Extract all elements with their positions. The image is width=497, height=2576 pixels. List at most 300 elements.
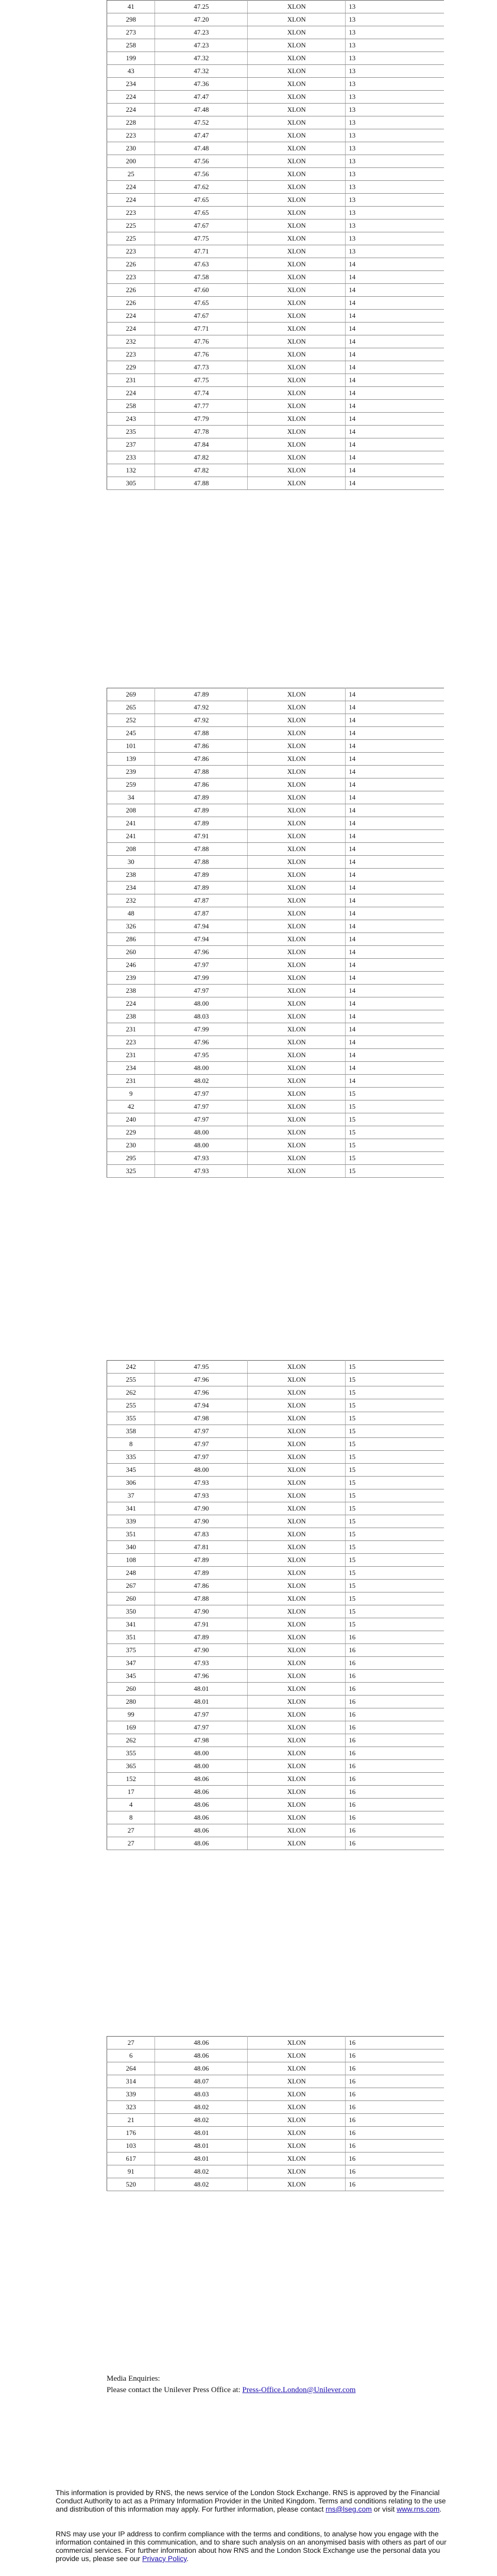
volume-cell: 99 bbox=[107, 1708, 155, 1721]
price-cell: 48.03 bbox=[155, 2088, 248, 2101]
volume-cell: 355 bbox=[107, 1747, 155, 1760]
price-cell: 48.01 bbox=[155, 2127, 248, 2140]
time-cell: 15 bbox=[346, 1412, 444, 1425]
press-office-email-link[interactable]: Press-Office.London@Unilever.com bbox=[242, 2386, 356, 2394]
venue-cell: XLON bbox=[248, 1139, 346, 1152]
time-cell: 14 bbox=[346, 920, 444, 933]
time-cell: 15 bbox=[346, 1502, 444, 1515]
venue-cell: XLON bbox=[248, 1618, 346, 1631]
table-row bbox=[107, 2140, 444, 2153]
volume-cell: 223 bbox=[107, 348, 155, 361]
venue-cell: XLON bbox=[248, 1657, 346, 1670]
venue-cell: XLON bbox=[248, 1760, 346, 1773]
table-row bbox=[107, 946, 444, 959]
venue-cell: XLON bbox=[248, 1126, 346, 1139]
price-cell: 47.97 bbox=[155, 985, 248, 997]
price-cell: 48.00 bbox=[155, 1062, 248, 1075]
time-cell: 15 bbox=[346, 1374, 444, 1386]
price-cell: 48.02 bbox=[155, 2165, 248, 2178]
time-cell: 14 bbox=[346, 778, 444, 791]
volume-cell: 341 bbox=[107, 1502, 155, 1515]
volume-cell: 260 bbox=[107, 1683, 155, 1696]
table-row bbox=[107, 727, 444, 740]
volume-cell: 234 bbox=[107, 1062, 155, 1075]
price-cell: 47.74 bbox=[155, 387, 248, 400]
time-cell: 16 bbox=[346, 2178, 444, 2191]
time-cell: 15 bbox=[346, 1567, 444, 1580]
volume-cell: 17 bbox=[107, 1786, 155, 1799]
table-row bbox=[107, 766, 444, 778]
price-cell: 47.56 bbox=[155, 168, 248, 181]
price-cell: 47.97 bbox=[155, 959, 248, 972]
time-cell: 14 bbox=[346, 1075, 444, 1088]
volume-cell: 298 bbox=[107, 13, 155, 26]
time-cell: 15 bbox=[346, 1386, 444, 1399]
table-row bbox=[107, 413, 444, 426]
venue-cell: XLON bbox=[248, 271, 346, 284]
venue-cell: XLON bbox=[248, 894, 346, 907]
rns-website-link[interactable]: www.rns.com bbox=[397, 2505, 440, 2513]
venue-cell: XLON bbox=[248, 1152, 346, 1165]
venue-cell: XLON bbox=[248, 2101, 346, 2114]
rns-email-link[interactable]: rns@lseg.com bbox=[325, 2505, 372, 2513]
time-cell: 15 bbox=[346, 1489, 444, 1502]
price-cell: 47.90 bbox=[155, 1515, 248, 1528]
table-row bbox=[107, 1644, 444, 1657]
venue-cell: XLON bbox=[248, 1361, 346, 1374]
price-cell: 47.97 bbox=[155, 1721, 248, 1734]
price-cell: 47.65 bbox=[155, 194, 248, 207]
time-cell: 14 bbox=[346, 1023, 444, 1036]
table-row bbox=[107, 451, 444, 464]
volume-cell: 224 bbox=[107, 387, 155, 400]
price-cell: 47.92 bbox=[155, 701, 248, 714]
venue-cell: XLON bbox=[248, 104, 346, 116]
venue-cell: XLON bbox=[248, 2062, 346, 2075]
venue-cell: XLON bbox=[248, 1528, 346, 1541]
time-cell: 14 bbox=[346, 361, 444, 374]
time-cell: 14 bbox=[346, 972, 444, 985]
table-row bbox=[107, 464, 444, 477]
volume-cell: 239 bbox=[107, 766, 155, 778]
table-row bbox=[107, 1824, 444, 1837]
time-cell: 14 bbox=[346, 335, 444, 348]
venue-cell: XLON bbox=[248, 869, 346, 882]
time-cell: 16 bbox=[346, 1799, 444, 1811]
volume-cell: 246 bbox=[107, 959, 155, 972]
venue-cell: XLON bbox=[248, 310, 346, 323]
privacy-policy-link[interactable]: Privacy Policy bbox=[142, 2554, 187, 2563]
table-row bbox=[107, 219, 444, 232]
venue-cell: XLON bbox=[248, 817, 346, 830]
volume-cell: 341 bbox=[107, 1618, 155, 1631]
venue-cell: XLON bbox=[248, 688, 346, 701]
price-cell: 47.95 bbox=[155, 1049, 248, 1062]
price-cell: 47.20 bbox=[155, 13, 248, 26]
time-cell: 16 bbox=[346, 2165, 444, 2178]
time-cell: 15 bbox=[346, 1580, 444, 1592]
time-cell: 15 bbox=[346, 1399, 444, 1412]
time-cell: 16 bbox=[346, 2049, 444, 2062]
venue-cell: XLON bbox=[248, 1554, 346, 1567]
volume-cell: 245 bbox=[107, 727, 155, 740]
time-cell: 13 bbox=[346, 219, 444, 232]
volume-cell: 255 bbox=[107, 1374, 155, 1386]
table-row bbox=[107, 894, 444, 907]
table-row bbox=[107, 104, 444, 116]
volume-cell: 262 bbox=[107, 1734, 155, 1747]
time-cell: 14 bbox=[346, 310, 444, 323]
venue-cell: XLON bbox=[248, 116, 346, 129]
table-row bbox=[107, 1464, 444, 1477]
price-cell: 47.96 bbox=[155, 946, 248, 959]
transactions-table bbox=[107, 1360, 444, 1850]
volume-cell: 260 bbox=[107, 946, 155, 959]
table-row bbox=[107, 1477, 444, 1489]
price-cell: 47.93 bbox=[155, 1165, 248, 1178]
volume-cell: 323 bbox=[107, 2101, 155, 2114]
price-cell: 47.93 bbox=[155, 1657, 248, 1670]
volume-cell: 226 bbox=[107, 284, 155, 297]
volume-cell: 48 bbox=[107, 907, 155, 920]
table-row bbox=[107, 1528, 444, 1541]
table-row bbox=[107, 1837, 444, 1850]
time-cell: 16 bbox=[346, 1644, 444, 1657]
price-cell: 48.02 bbox=[155, 2114, 248, 2127]
price-cell: 47.88 bbox=[155, 856, 248, 869]
volume-cell: 238 bbox=[107, 1010, 155, 1023]
price-cell: 47.76 bbox=[155, 348, 248, 361]
time-cell: 16 bbox=[346, 2127, 444, 2140]
volume-cell: 27 bbox=[107, 2037, 155, 2049]
venue-cell: XLON bbox=[248, 323, 346, 335]
venue-cell: XLON bbox=[248, 1062, 346, 1075]
volume-cell: 325 bbox=[107, 1165, 155, 1178]
table-row bbox=[107, 1708, 444, 1721]
rns-privacy-notice bbox=[56, 2530, 447, 2563]
price-cell: 47.90 bbox=[155, 1644, 248, 1657]
price-cell: 48.06 bbox=[155, 1799, 248, 1811]
time-cell: 15 bbox=[346, 1515, 444, 1528]
price-cell: 47.47 bbox=[155, 91, 248, 104]
table-row bbox=[107, 1438, 444, 1451]
table-row bbox=[107, 1036, 444, 1049]
venue-cell: XLON bbox=[248, 400, 346, 413]
time-cell: 16 bbox=[346, 1683, 444, 1696]
time-cell: 16 bbox=[346, 1657, 444, 1670]
volume-cell: 224 bbox=[107, 104, 155, 116]
price-cell: 47.32 bbox=[155, 52, 248, 65]
table-row bbox=[107, 1075, 444, 1088]
price-cell: 48.00 bbox=[155, 997, 248, 1010]
venue-cell: XLON bbox=[248, 933, 346, 946]
price-cell: 48.02 bbox=[155, 2101, 248, 2114]
venue-cell: XLON bbox=[248, 778, 346, 791]
price-cell: 47.87 bbox=[155, 907, 248, 920]
volume-cell: 235 bbox=[107, 426, 155, 438]
table-row bbox=[107, 284, 444, 297]
venue-cell: XLON bbox=[248, 1438, 346, 1451]
time-cell: 14 bbox=[346, 843, 444, 856]
transactions-table bbox=[107, 0, 444, 490]
time-cell: 13 bbox=[346, 91, 444, 104]
venue-cell: XLON bbox=[248, 155, 346, 168]
venue-cell: XLON bbox=[248, 1113, 346, 1126]
venue-cell: XLON bbox=[248, 1747, 346, 1760]
price-cell: 47.89 bbox=[155, 1631, 248, 1644]
venue-cell: XLON bbox=[248, 1605, 346, 1618]
table-row bbox=[107, 26, 444, 39]
volume-cell: 239 bbox=[107, 972, 155, 985]
table-row bbox=[107, 1657, 444, 1670]
table-row bbox=[107, 91, 444, 104]
price-cell: 47.88 bbox=[155, 766, 248, 778]
venue-cell: XLON bbox=[248, 1837, 346, 1850]
table-row bbox=[107, 1386, 444, 1399]
venue-cell: XLON bbox=[248, 920, 346, 933]
table-row bbox=[107, 1799, 444, 1811]
venue-cell: XLON bbox=[248, 142, 346, 155]
time-cell: 16 bbox=[346, 1670, 444, 1683]
venue-cell: XLON bbox=[248, 78, 346, 91]
table-row bbox=[107, 2075, 444, 2088]
volume-cell: 132 bbox=[107, 464, 155, 477]
volume-cell: 225 bbox=[107, 219, 155, 232]
price-cell: 48.06 bbox=[155, 2049, 248, 2062]
volume-cell: 223 bbox=[107, 207, 155, 219]
price-cell: 47.67 bbox=[155, 219, 248, 232]
time-cell: 16 bbox=[346, 2101, 444, 2114]
venue-cell: XLON bbox=[248, 1721, 346, 1734]
table-row bbox=[107, 116, 444, 129]
volume-cell: 350 bbox=[107, 1605, 155, 1618]
time-cell: 14 bbox=[346, 766, 444, 778]
volume-cell: 234 bbox=[107, 78, 155, 91]
volume-cell: 347 bbox=[107, 1657, 155, 1670]
venue-cell: XLON bbox=[248, 843, 346, 856]
media-contact-text: Please contact the Unilever Press Office at: bbox=[107, 2386, 241, 2394]
venue-cell: XLON bbox=[248, 791, 346, 804]
volume-cell: 226 bbox=[107, 297, 155, 310]
venue-cell: XLON bbox=[248, 1696, 346, 1708]
table-row bbox=[107, 361, 444, 374]
volume-cell: 231 bbox=[107, 374, 155, 387]
table-row bbox=[107, 1088, 444, 1100]
time-cell: 15 bbox=[346, 1425, 444, 1438]
time-cell: 14 bbox=[346, 451, 444, 464]
time-cell: 13 bbox=[346, 26, 444, 39]
price-cell: 47.73 bbox=[155, 361, 248, 374]
table-row bbox=[107, 882, 444, 894]
volume-cell: 228 bbox=[107, 116, 155, 129]
volume-cell: 230 bbox=[107, 142, 155, 155]
table-row bbox=[107, 400, 444, 413]
time-cell: 15 bbox=[346, 1100, 444, 1113]
volume-cell: 238 bbox=[107, 985, 155, 997]
price-cell: 48.07 bbox=[155, 2075, 248, 2088]
table-row bbox=[107, 271, 444, 284]
table-row bbox=[107, 310, 444, 323]
venue-cell: XLON bbox=[248, 464, 346, 477]
time-cell: 13 bbox=[346, 181, 444, 194]
table-row bbox=[107, 52, 444, 65]
table-row bbox=[107, 1412, 444, 1425]
price-cell: 48.06 bbox=[155, 2062, 248, 2075]
venue-cell: XLON bbox=[248, 2153, 346, 2165]
time-cell: 15 bbox=[346, 1592, 444, 1605]
volume-cell: 241 bbox=[107, 830, 155, 843]
time-cell: 16 bbox=[346, 2075, 444, 2088]
table-row bbox=[107, 426, 444, 438]
price-cell: 47.89 bbox=[155, 882, 248, 894]
price-cell: 48.00 bbox=[155, 1126, 248, 1139]
time-cell: 14 bbox=[346, 688, 444, 701]
venue-cell: XLON bbox=[248, 1773, 346, 1786]
price-cell: 48.00 bbox=[155, 1760, 248, 1773]
time-cell: 14 bbox=[346, 413, 444, 426]
price-cell: 48.01 bbox=[155, 2153, 248, 2165]
price-cell: 47.75 bbox=[155, 232, 248, 245]
rns-text-1b: or visit bbox=[371, 2505, 397, 2513]
volume-cell: 305 bbox=[107, 477, 155, 490]
venue-cell: XLON bbox=[248, 1374, 346, 1386]
table-row bbox=[107, 2153, 444, 2165]
volume-cell: 238 bbox=[107, 869, 155, 882]
volume-cell: 223 bbox=[107, 1036, 155, 1049]
price-cell: 47.23 bbox=[155, 26, 248, 39]
time-cell: 14 bbox=[346, 791, 444, 804]
table-row bbox=[107, 1618, 444, 1631]
price-cell: 47.90 bbox=[155, 1605, 248, 1618]
time-cell: 14 bbox=[346, 1062, 444, 1075]
table-row bbox=[107, 1760, 444, 1773]
time-cell: 14 bbox=[346, 464, 444, 477]
time-cell: 14 bbox=[346, 387, 444, 400]
venue-cell: XLON bbox=[248, 335, 346, 348]
time-cell: 14 bbox=[346, 271, 444, 284]
time-cell: 16 bbox=[346, 2153, 444, 2165]
time-cell: 15 bbox=[346, 1477, 444, 1489]
venue-cell: XLON bbox=[248, 727, 346, 740]
table-row bbox=[107, 245, 444, 258]
time-cell: 14 bbox=[346, 869, 444, 882]
venue-cell: XLON bbox=[248, 1683, 346, 1696]
volume-cell: 34 bbox=[107, 791, 155, 804]
venue-cell: XLON bbox=[248, 2178, 346, 2191]
venue-cell: XLON bbox=[248, 297, 346, 310]
price-cell: 48.00 bbox=[155, 1139, 248, 1152]
volume-cell: 269 bbox=[107, 688, 155, 701]
venue-cell: XLON bbox=[248, 2049, 346, 2062]
price-cell: 47.23 bbox=[155, 39, 248, 52]
table-row bbox=[107, 438, 444, 451]
price-cell: 47.47 bbox=[155, 129, 248, 142]
volume-cell: 232 bbox=[107, 335, 155, 348]
table-row bbox=[107, 753, 444, 766]
venue-cell: XLON bbox=[248, 129, 346, 142]
price-cell: 47.71 bbox=[155, 245, 248, 258]
table-row bbox=[107, 1165, 444, 1178]
time-cell: 15 bbox=[346, 1528, 444, 1541]
venue-cell: XLON bbox=[248, 753, 346, 766]
table-row bbox=[107, 13, 444, 26]
volume-cell: 37 bbox=[107, 1489, 155, 1502]
price-cell: 47.93 bbox=[155, 1489, 248, 1502]
price-cell: 47.82 bbox=[155, 464, 248, 477]
price-cell: 47.87 bbox=[155, 894, 248, 907]
volume-cell: 365 bbox=[107, 1760, 155, 1773]
volume-cell: 101 bbox=[107, 740, 155, 753]
time-cell: 16 bbox=[346, 1786, 444, 1799]
venue-cell: XLON bbox=[248, 451, 346, 464]
venue-cell: XLON bbox=[248, 2165, 346, 2178]
table-row bbox=[107, 387, 444, 400]
venue-cell: XLON bbox=[248, 907, 346, 920]
venue-cell: XLON bbox=[248, 258, 346, 271]
venue-cell: XLON bbox=[248, 65, 346, 78]
media-contact bbox=[107, 2384, 356, 2396]
volume-cell: 232 bbox=[107, 894, 155, 907]
time-cell: 14 bbox=[346, 323, 444, 335]
volume-cell: 339 bbox=[107, 1515, 155, 1528]
volume-cell: 248 bbox=[107, 1567, 155, 1580]
price-cell: 47.94 bbox=[155, 920, 248, 933]
venue-cell: XLON bbox=[248, 1477, 346, 1489]
price-cell: 47.94 bbox=[155, 933, 248, 946]
price-cell: 47.56 bbox=[155, 155, 248, 168]
table-row bbox=[107, 688, 444, 701]
price-cell: 47.86 bbox=[155, 753, 248, 766]
price-cell: 48.06 bbox=[155, 1786, 248, 1799]
venue-cell: XLON bbox=[248, 882, 346, 894]
volume-cell: 152 bbox=[107, 1773, 155, 1786]
table-row bbox=[107, 2165, 444, 2178]
volume-cell: 169 bbox=[107, 1721, 155, 1734]
time-cell: 13 bbox=[346, 116, 444, 129]
venue-cell: XLON bbox=[248, 1464, 346, 1477]
time-cell: 14 bbox=[346, 894, 444, 907]
price-cell: 47.98 bbox=[155, 1412, 248, 1425]
venue-cell: XLON bbox=[248, 1824, 346, 1837]
venue-cell: XLON bbox=[248, 2037, 346, 2049]
volume-cell: 258 bbox=[107, 400, 155, 413]
time-cell: 13 bbox=[346, 142, 444, 155]
volume-cell: 335 bbox=[107, 1451, 155, 1464]
price-cell: 47.97 bbox=[155, 1708, 248, 1721]
venue-cell: XLON bbox=[248, 207, 346, 219]
volume-cell: 242 bbox=[107, 1361, 155, 1374]
time-cell: 15 bbox=[346, 1541, 444, 1554]
time-cell: 13 bbox=[346, 78, 444, 91]
price-cell: 47.89 bbox=[155, 804, 248, 817]
venue-cell: XLON bbox=[248, 1023, 346, 1036]
venue-cell: XLON bbox=[248, 1451, 346, 1464]
price-cell: 48.00 bbox=[155, 1747, 248, 1760]
venue-cell: XLON bbox=[248, 804, 346, 817]
time-cell: 16 bbox=[346, 2037, 444, 2049]
table-row bbox=[107, 142, 444, 155]
time-cell: 15 bbox=[346, 1152, 444, 1165]
volume-cell: 225 bbox=[107, 232, 155, 245]
volume-cell: 264 bbox=[107, 2062, 155, 2075]
price-cell: 47.86 bbox=[155, 778, 248, 791]
volume-cell: 231 bbox=[107, 1049, 155, 1062]
price-cell: 47.48 bbox=[155, 142, 248, 155]
volume-cell: 223 bbox=[107, 245, 155, 258]
time-cell: 15 bbox=[346, 1139, 444, 1152]
table-row bbox=[107, 1023, 444, 1036]
venue-cell: XLON bbox=[248, 830, 346, 843]
